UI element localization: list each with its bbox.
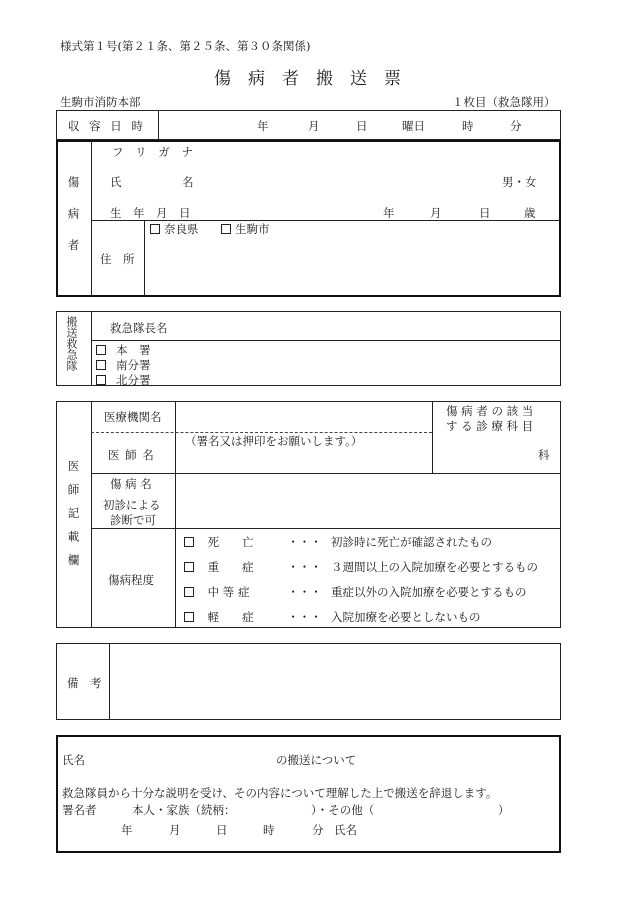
birth-month: 月: [430, 206, 442, 220]
institution-label: 医療機関名: [104, 410, 162, 424]
remarks-section: [56, 643, 561, 720]
pref-option[interactable]: [150, 221, 199, 237]
severity-desc-2: ３週間以上の入院加療を必要とするもの: [330, 560, 538, 574]
furigana-label: フ リ ガ ナ: [112, 145, 197, 159]
severity-dots-4: ・・・: [287, 610, 322, 624]
birth-year: 年: [383, 206, 395, 220]
severity-checkbox-4[interactable]: [184, 612, 194, 622]
refusal-hour: 時: [263, 823, 275, 837]
receipt-weekday: 曜日: [402, 119, 425, 133]
severity-level-2: 重 症: [207, 560, 254, 574]
doctor-name-label: 医 師 名: [108, 448, 155, 462]
severity-dots-1: ・・・: [287, 535, 322, 549]
refusal-name-label: 氏名: [62, 753, 85, 767]
severity-level-1: 死 亡: [207, 535, 254, 549]
severity-desc-1: 初診時に死亡が確認されたもの: [330, 535, 492, 549]
severity-option-4[interactable]: [184, 609, 480, 625]
refusal-minute: 分: [312, 823, 324, 837]
refusal-sign-name: 氏名: [334, 823, 357, 837]
diagnosis-label-2: 初診による: [103, 498, 161, 512]
receipt-month: 月: [308, 119, 320, 133]
page-title: 傷 病 者 搬 送 票: [214, 69, 401, 89]
station-label-3: 北分署: [116, 373, 151, 387]
severity-option-3[interactable]: [184, 584, 526, 600]
severity-label: 傷病程度: [108, 573, 154, 587]
station-checkbox-2[interactable]: [96, 360, 106, 370]
pref-option-label: 奈良県: [164, 222, 199, 236]
station-checkbox-3[interactable]: [96, 375, 106, 385]
receipt-year: 年: [257, 119, 269, 133]
refusal-month: 月: [169, 823, 181, 837]
diagnosis-label-1: 傷 病 名: [110, 477, 152, 491]
receipt-day: 日: [356, 119, 368, 133]
severity-level-3: 中 等 症: [207, 585, 250, 599]
signer-label: 署名者: [62, 803, 97, 817]
patient-section-label: 傷病者: [66, 176, 81, 271]
severity-option-2[interactable]: [184, 559, 538, 575]
address-label: 住 所: [100, 252, 135, 266]
refusal-year: 年: [121, 823, 133, 837]
severity-checkbox-2[interactable]: [184, 562, 194, 572]
severity-dots-3: ・・・: [287, 585, 322, 599]
city-option-label: 生駒市: [235, 222, 270, 236]
severity-option-1[interactable]: [184, 534, 492, 550]
captain-label: 救急隊長名: [110, 321, 168, 335]
station-checkbox-1[interactable]: [96, 345, 106, 355]
signer-options: 本人・家族（続柄：: [132, 803, 236, 817]
refusal-day: 日: [216, 823, 228, 837]
city-option[interactable]: [221, 221, 270, 237]
pref-checkbox[interactable]: [150, 224, 160, 234]
station-option-3[interactable]: [96, 372, 151, 388]
severity-desc-3: 重症以外の入院加療を必要とするもの: [330, 585, 527, 599]
receipt-minute: 分: [510, 119, 522, 133]
department-label-2: す る 診 療 科 目: [446, 419, 534, 433]
birth-day: 日: [479, 206, 491, 220]
severity-checkbox-1[interactable]: [184, 537, 194, 547]
severity-level-4: 軽 症: [207, 610, 254, 624]
city-checkbox[interactable]: [221, 224, 231, 234]
refusal-statement: 救急隊員から十分な説明を受け、その内容について理解した上で搬送を辞退します。: [62, 786, 498, 800]
name-label-2: 名: [182, 175, 194, 189]
birth-label: 生 年 月 日: [110, 206, 191, 220]
severity-desc-4: 入院加療を必要としないもの: [330, 610, 481, 624]
sex-select[interactable]: 男・女: [502, 175, 537, 189]
doctor-section-label: 医師記載欄: [66, 460, 81, 578]
severity-dots-2: ・・・: [287, 560, 322, 574]
signer-end: ）: [498, 803, 510, 817]
department-suffix: 科: [538, 448, 550, 462]
name-label-1: 氏: [110, 175, 122, 189]
issuer: 生駒市消防本部: [60, 95, 141, 109]
station-label-1: 本 署: [116, 343, 151, 357]
remarks-label: 備 考: [67, 676, 102, 690]
form-number: 様式第１号(第２１条、第２５条、第３０条関係): [60, 39, 311, 53]
severity-checkbox-3[interactable]: [184, 587, 194, 597]
transport-section-label: 搬送救急隊: [65, 316, 78, 371]
sheet-label: １枚目（救急隊用）: [452, 95, 556, 109]
signer-close: ）・その他（: [311, 803, 375, 817]
refusal-about: の搬送について: [276, 753, 357, 767]
station-label-2: 南分署: [116, 358, 151, 372]
signature-note: （署名又は押印をお願いします。）: [185, 434, 363, 448]
receipt-hour: 時: [462, 119, 474, 133]
diagnosis-label-3: 診断で可: [110, 513, 156, 527]
department-label-1: 傷 病 者 の 該 当: [446, 404, 534, 418]
receipt-label: 収 容 日 時: [68, 119, 146, 133]
station-option-2[interactable]: [96, 357, 151, 373]
age-label: 歳: [524, 206, 536, 220]
station-option-1[interactable]: [96, 342, 151, 358]
